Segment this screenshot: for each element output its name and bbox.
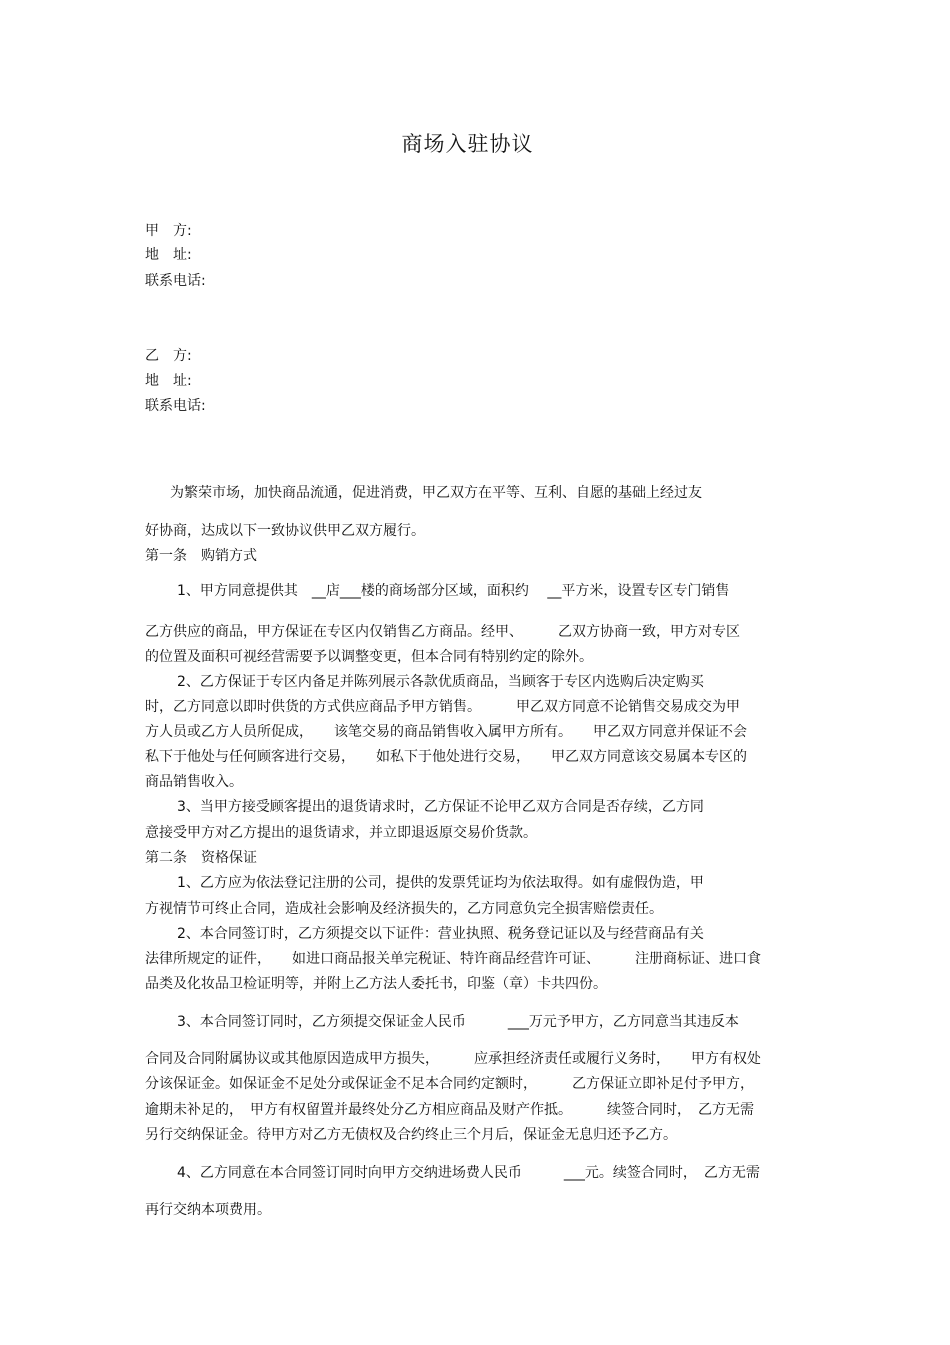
text-line: 法律所规定的证件， 如进口商品报关单完税证、特许商品经营许可证、 注册商标证、进口食: [145, 951, 761, 967]
text-line: 第一条 购销方式: [145, 548, 257, 564]
text-line: 甲 方:: [145, 223, 192, 239]
text-line: 3、本合同签订同时，乙方须提交保证金人民币 ___万元予甲方，乙方同意当其违反本: [177, 1014, 739, 1030]
text-line: 4、乙方同意在本合同签订同时向甲方交纳进场费人民币 ___元。续签合同时， 乙方无需: [177, 1165, 760, 1181]
text-line: 逾期未补足的， 甲方有权留置并最终处分乙方相应商品及财产作抵。 续签合同时， 乙方无需: [145, 1102, 754, 1118]
text-line: 地 址:: [145, 247, 192, 263]
text-line: 另行交纳保证金。待甲方对乙方无债权及合约终止三个月后，保证金无息归还予乙方。: [145, 1127, 677, 1143]
text-line: 合同及合同附属协议或其他原因造成甲方损失， 应承担经济责任或履行义务时， 甲方有权处: [145, 1051, 761, 1067]
document-title: 商场入驻协议: [401, 132, 534, 156]
text-line: 乙 方:: [145, 348, 192, 364]
text-line: 联系电话:: [145, 398, 206, 414]
text-line: 品类及化妆品卫检证明等，并附上乙方法人委托书，印鉴（章）卡共四份。: [145, 976, 607, 992]
text-line: 地 址:: [145, 373, 192, 389]
text-line: 2、乙方保证于专区内备足并陈列展示各款优质商品，当顾客于专区内选购后决定购买: [177, 674, 704, 690]
text-line: 的位置及面积可视经营需要予以调整变更，但本合同有特别约定的除外。: [145, 649, 593, 665]
text-line: 商品销售收入。: [145, 774, 243, 790]
text-line: 乙方供应的商品，甲方保证在专区内仅销售乙方商品。经甲、 乙双方协商一致，甲方对专区: [145, 624, 740, 640]
text-line: 3、当甲方接受顾客提出的退货请求时，乙方保证不论甲乙双方合同是否存续，乙方同: [177, 799, 704, 815]
text-line: 为繁荣市场，加快商品流通，促进消费，甲乙双方在平等、互利、自愿的基础上经过友: [170, 485, 702, 501]
text-line: 联系电话:: [145, 273, 206, 289]
text-line: 1、甲方同意提供其 __店___楼的商场部分区域，面积约 __平方米，设置专区专门销售: [177, 583, 730, 599]
text-line: 1、乙方应为依法登记注册的公司，提供的发票凭证均为依法取得。如有虚假伪造，甲: [177, 875, 704, 891]
text-line: 好协商，达成以下一致协议供甲乙双方履行。: [145, 523, 425, 539]
text-line: 2、本合同签订时，乙方须提交以下证件：营业执照、税务登记证以及与经营商品有关: [177, 926, 704, 942]
text-line: 私下于他处与任何顾客进行交易， 如私下于他处进行交易， 甲乙双方同意该交易属本专区的: [145, 749, 747, 765]
text-line: 时，乙方同意以即时供货的方式供应商品予甲方销售。 甲乙双方同意不论销售交易成交为甲: [145, 699, 740, 715]
text-line: 方人员或乙方人员所促成， 该笔交易的商品销售收入属甲方所有。 甲乙双方同意并保证不会: [145, 724, 747, 740]
text-line: 意接受甲方对乙方提出的退货请求，并立即退返原交易价货款。: [145, 825, 537, 841]
text-line: 再行交纳本项费用。: [145, 1202, 271, 1218]
text-line: 方视情节可终止合同，造成社会影响及经济损失的，乙方同意负完全损害赔偿责任。: [145, 901, 663, 917]
text-line: 分该保证金。如保证金不足处分或保证金不足本合同约定额时， 乙方保证立即补足付予甲方，: [145, 1076, 754, 1092]
text-line: 第二条 资格保证: [145, 850, 257, 866]
